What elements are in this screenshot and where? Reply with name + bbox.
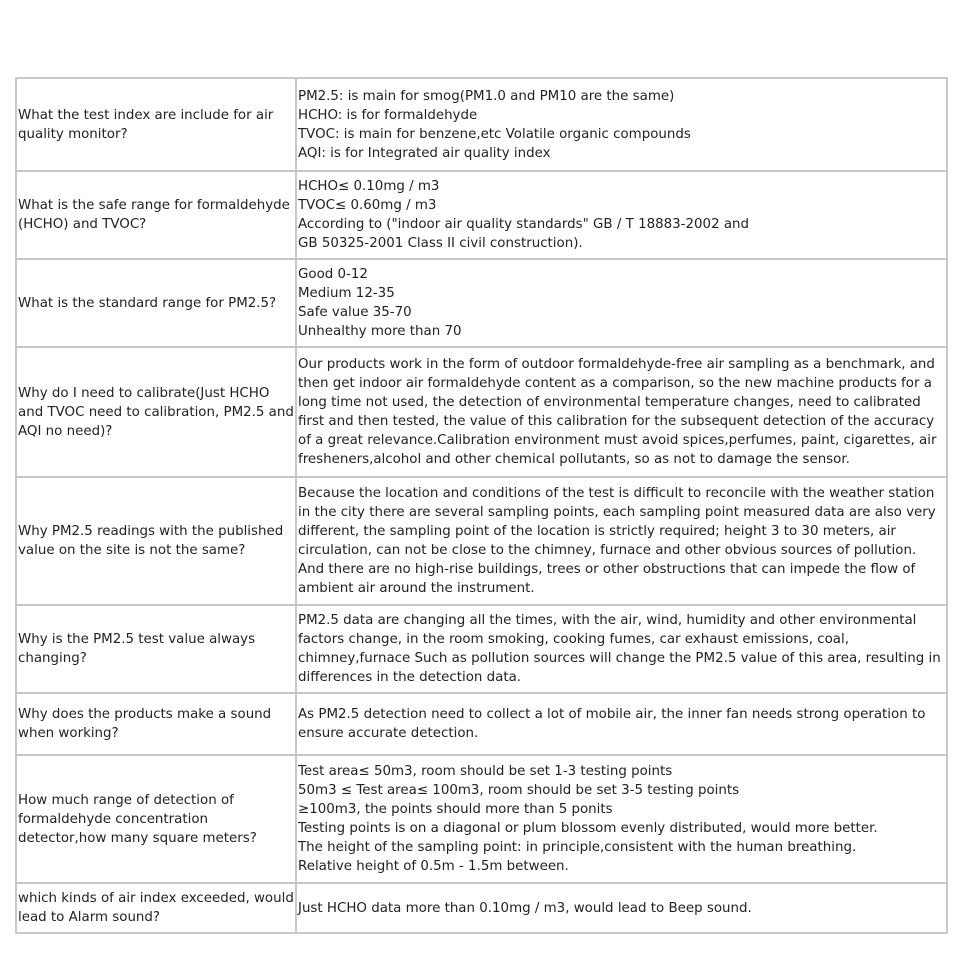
faq-body xyxy=(16,78,947,933)
answer-line: AQI: is for Integrated air quality index xyxy=(298,145,551,161)
answer-line: The height of the sampling point: in principle,consistent with the human breathing. xyxy=(298,840,857,855)
faq-row xyxy=(16,755,947,883)
faq-row xyxy=(16,347,947,477)
faq-question: What is the standard range for PM2.5? xyxy=(16,259,296,347)
answer-line: PM2.5: is main for smog(PM1.0 and PM10 are the same) xyxy=(298,88,675,104)
faq-question: which kinds of air index exceeded, would lead to Alarm sound? xyxy=(16,883,296,933)
faq-table xyxy=(15,77,948,934)
answer-line: HCHO≤ 0.10mg / m3 xyxy=(298,179,440,194)
faq-answer xyxy=(296,755,947,883)
faq-question: What is the safe range for formaldehyde (HCHO) and TVOC? xyxy=(16,171,296,259)
answer-line: HCHO: is for formaldehyde xyxy=(298,107,478,123)
faq-row xyxy=(16,78,947,171)
faq-answer: Because the location and conditions of the test is difficult to reconcile with the weather station in the city there are several sampling points, each sampling point measured data are also very different, the sampling point of the location is strictly required; height 3 to 30 meters, air circulation, can not be close to the chimney, furnace and other obvious sources of pollution. And there are no high-rise buildings, trees or other obstructions that can impede the flow of ambient air around the instrument. xyxy=(296,477,947,605)
faq-question: Why do I need to calibrate(Just HCHO and TVOC need to calibration, PM2.5 and AQI no need)? xyxy=(16,347,296,477)
answer-line: Test area≤ 50m3, room should be set 1-3 testing points xyxy=(298,764,673,779)
answer-line: Good 0-12 xyxy=(298,267,368,282)
answer-line: Safe value 35-70 xyxy=(298,305,412,320)
faq-question: Why PM2.5 readings with the published value on the site is not the same? xyxy=(16,477,296,605)
faq-answer xyxy=(296,259,947,347)
answer-line: GB 50325-2001 Class II civil construction). xyxy=(298,236,583,251)
faq-question: Why is the PM2.5 test value always changing? xyxy=(16,605,296,693)
faq-question: Why does the products make a sound when working? xyxy=(16,693,296,755)
faq-answer xyxy=(296,78,947,171)
faq-row xyxy=(16,477,947,605)
faq-row xyxy=(16,605,947,693)
faq-question: How much range of detection of formaldehyde concentration detector,how many square meters? xyxy=(16,755,296,883)
faq-row xyxy=(16,171,947,259)
answer-line: ≥100m3, the points should more than 5 ponits xyxy=(298,802,613,817)
answer-line: Unhealthy more than 70 xyxy=(298,324,462,339)
faq-question: What the test index are include for air quality monitor? xyxy=(16,78,296,171)
faq-answer xyxy=(296,171,947,259)
faq-row xyxy=(16,693,947,755)
faq-answer: As PM2.5 detection need to collect a lot of mobile air, the inner fan needs strong operation to ensure accurate detection. xyxy=(296,693,947,755)
answer-line: TVOC≤ 0.60mg / m3 xyxy=(298,198,437,213)
answer-line: 50m3 ≤ Test area≤ 100m3, room should be set 3-5 testing points xyxy=(298,783,740,798)
answer-line: Medium 12-35 xyxy=(298,286,395,301)
faq-answer: Our products work in the form of outdoor formaldehyde-free air sampling as a benchmark, and then get indoor air formaldehyde content as a comparison, so the new machine products for a long time not used, the detection of environmental temperature changes, need to calibrated first and then tested, the value of this calibration for the subsequent detection of the accuracy of a great relevance.Calibration environment must avoid spices,perfumes, paint, cigarettes, air fresheners,alcohol and other chemical pollutants, so as not to damage the sensor. xyxy=(296,347,947,477)
answer-line: Testing points is on a diagonal or plum blossom evenly distributed, would more better. xyxy=(298,821,878,836)
faq-answer: Just HCHO data more than 0.10mg / m3, would lead to Beep sound. xyxy=(296,883,947,933)
answer-line: TVOC: is main for benzene,etc Volatile organic compounds xyxy=(298,126,691,142)
faq-row xyxy=(16,259,947,347)
answer-line: According to ("indoor air quality standards" GB / T 18883-2002 and xyxy=(298,217,750,232)
answer-line: Relative height of 0.5m - 1.5m between. xyxy=(298,859,569,874)
faq-answer: PM2.5 data are changing all the times, with the air, wind, humidity and other environmental factors change, in the room smoking, cooking fumes, car exhaust emissions, coal, chimney,furnace Such as pollution sources will change the PM2.5 value of this area, resulting in differences in the detection data. xyxy=(296,605,947,693)
faq-row xyxy=(16,883,947,933)
